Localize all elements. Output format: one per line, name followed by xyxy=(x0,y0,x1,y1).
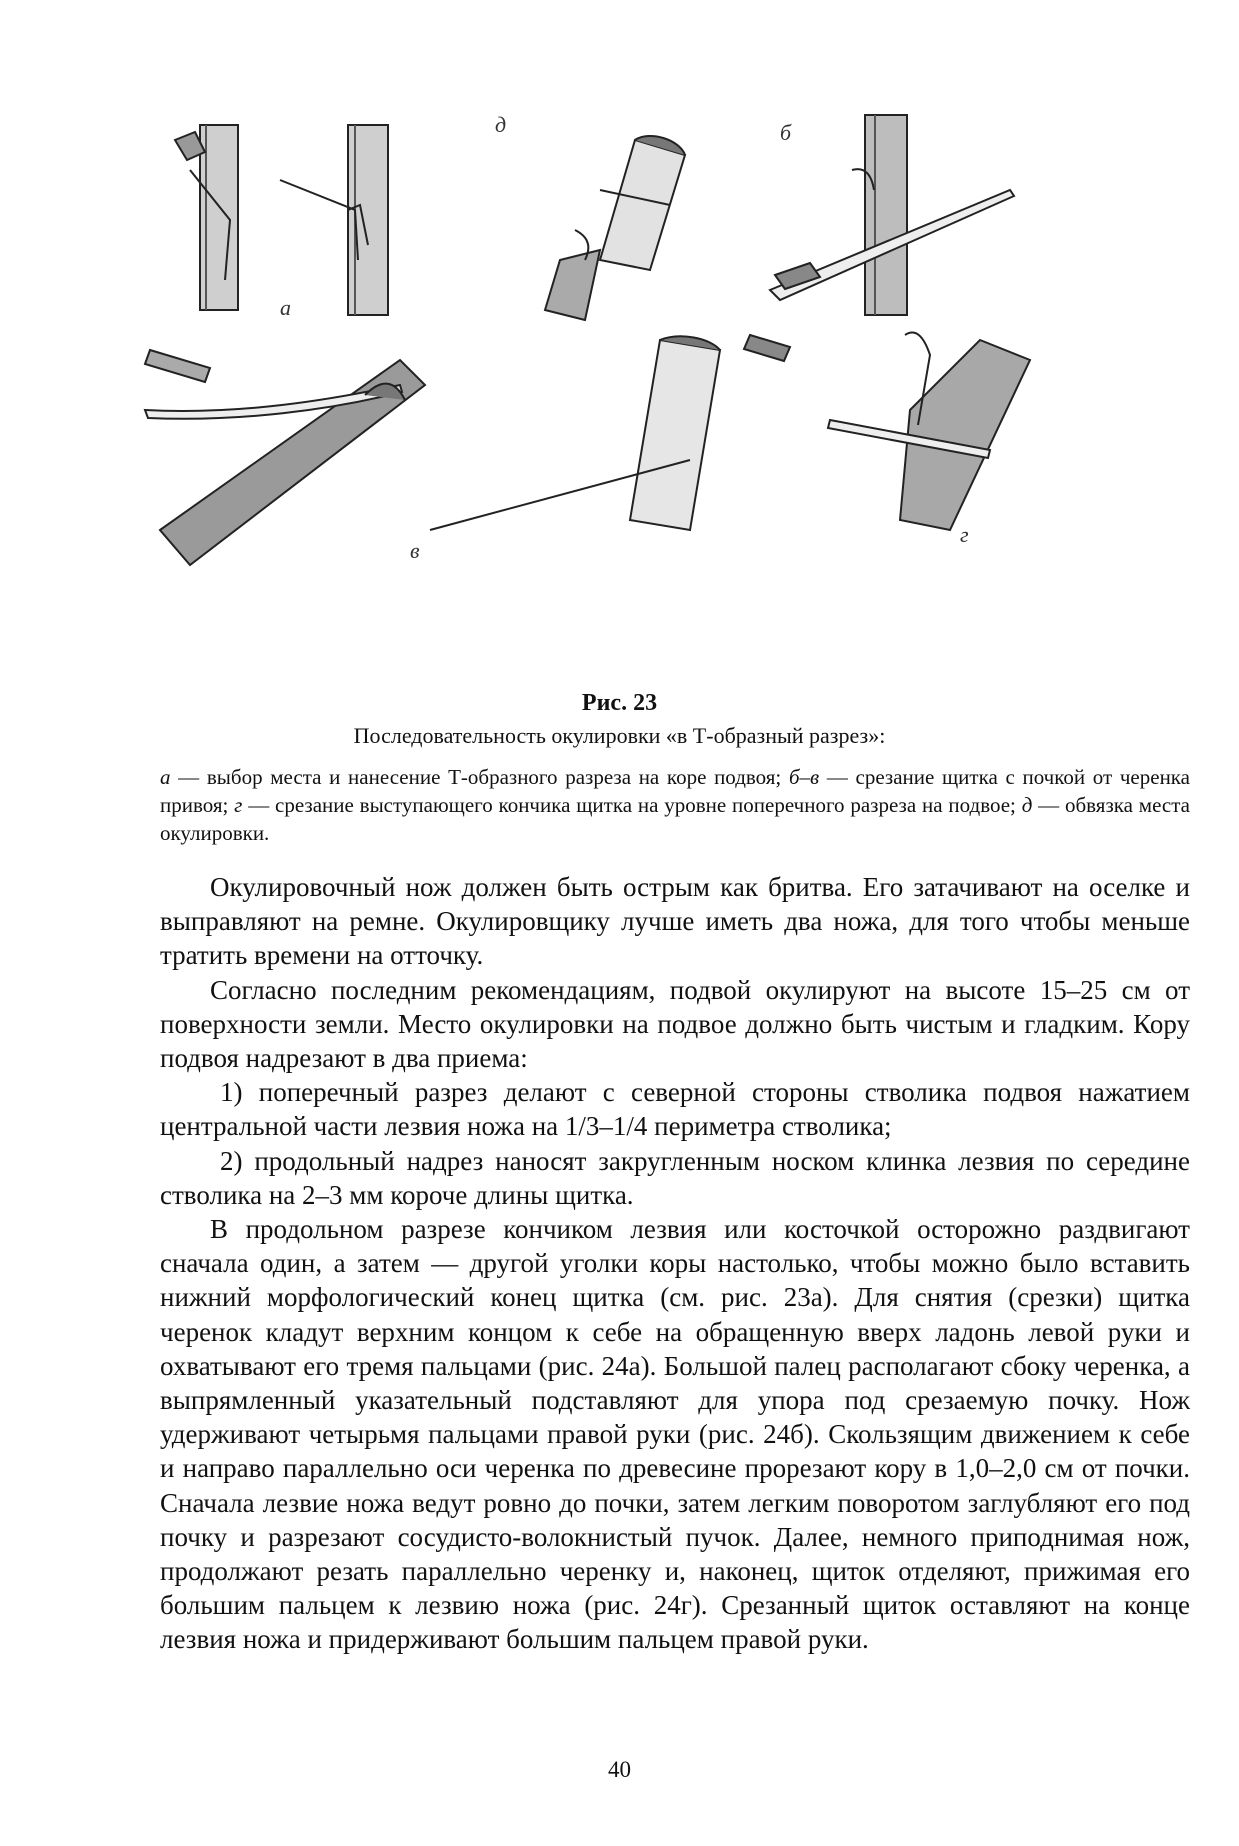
legend-text-bv: — срезание щитка с почкой от черенка привоя; xyxy=(160,765,1191,817)
paragraph: Окулировочный нож должен быть острым как бритва. Его затачивают на оселке и выправляют на ремне. Окулировщику лучше иметь два ножа, для того чтобы меньше тратить времени на отточку. xyxy=(160,872,1190,971)
list-item: 2) продольный надрез наносят закругленным носком клинка лезвия по середине стволика на 2–3 мм короче длины щитка. xyxy=(160,1145,1190,1210)
panel-d-drawing xyxy=(545,136,685,320)
page-number: 40 xyxy=(608,1757,631,1782)
label-v: в xyxy=(410,538,420,563)
paragraph: Согласно последним рекомендациям, подвой окулируют на высоте 15–25 см от поверхности земли. Место окулировки на подвое должно быть чистым и гладким. Кору подвоя надрезают в два приема: xyxy=(160,974,1190,1074)
figure-subtitle: Последовательность окулировки «в Т-образный разрез»: xyxy=(353,723,886,748)
legend-text-a: — выбор места и нанесение Т-образного разреза на коре подвоя; xyxy=(170,765,789,789)
panel-v-drawing xyxy=(145,350,425,565)
body-text xyxy=(160,870,1190,1657)
list-item: 1) поперечный разрез делают с северной стороны стволика подвоя нажатием центральной части лезвия ножа на 1/3–1/4 периметра стволика; xyxy=(160,1077,1190,1142)
panel-b-drawing xyxy=(770,115,1014,315)
panel-g-drawing xyxy=(828,333,1030,531)
panel-a-drawing xyxy=(175,125,388,315)
legend-letter-g: г xyxy=(234,793,243,817)
legend-letter-a: а xyxy=(160,765,171,789)
legend-text-d: — обвязка места окулировки. xyxy=(160,793,1190,845)
label-g: г xyxy=(960,522,969,547)
label-d: д xyxy=(495,112,507,137)
legend-letter-bv: б–в xyxy=(788,765,820,789)
legend-letter-d: д xyxy=(1021,793,1033,817)
legend-text-g: — срезание выступающего кончика щитка на уровне поперечного разреза на подвое; xyxy=(242,793,1022,817)
label-a: а xyxy=(280,295,291,320)
figure-legend xyxy=(160,763,1190,847)
figure-23-illustration xyxy=(130,110,1140,670)
label-b: б xyxy=(780,120,792,145)
panel-center-bottom-drawing xyxy=(430,335,790,530)
grafting-drawing xyxy=(130,110,1140,670)
paragraph: В продольном разрезе кончиком лезвия или косточкой осторожно раздвигают сначала один, а затем — другой уголки коры настолько, чтобы можно было вставить нижний морфологический конец щитка (см. рис. 23а). Для снятия (срезки) щитка черенок кладут верхним концом к себе на обращенную вверх ладонь левой руки и охватывают его тремя пальцами (рис. 24а). Большой палец располагают сбоку черенка, а выпрямленный указательный подставляют для упора под срезаемую почку. Нож удерживают четырьмя пальцами правой руки (рис. 24б). Скользящим движением к себе и направо параллельно оси черенка по древесине прорезают кору в 1,0–2,0 см от почки. Сначала лезвие ножа ведут ровно до почки, затем легким поворотом заглубляют его под почку и разрезают сосудисто-волокнистый пучок. Далее, немного приподнимая нож, продолжают резать параллельно черенку и, наконец, щиток отделяют, прижимая его большим пальцем к лезвию ножа (рис. 24г). Срезанный щиток оставляют на конце лезвия ножа и придерживают большим пальцем правой руки. xyxy=(160,1214,1190,1655)
figure-title: Рис. 23 xyxy=(581,690,658,716)
